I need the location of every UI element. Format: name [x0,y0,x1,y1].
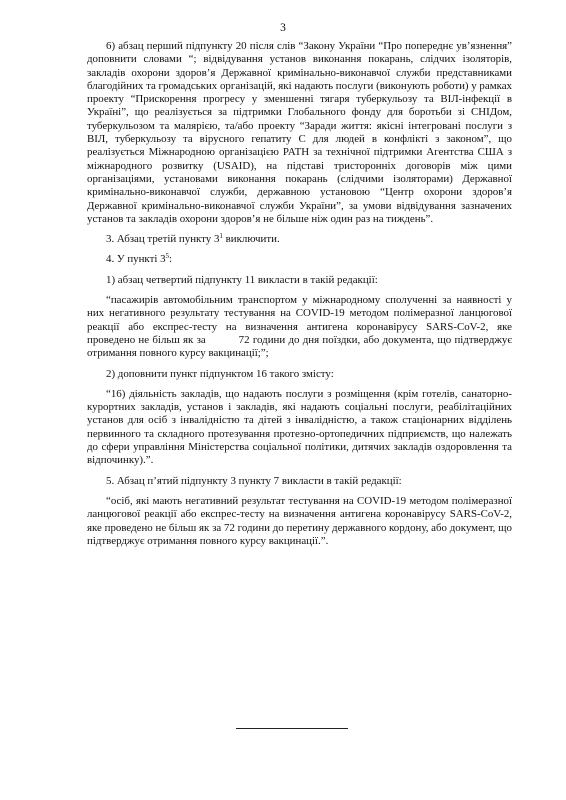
page-number: 3 [280,22,286,34]
closing-rule [236,728,348,729]
paragraph-item-3 [87,233,512,246]
paragraph-item-4 [87,253,512,266]
paragraph-item-3-text: 3. Абзац третій пункту 3 [106,233,220,246]
document-body [87,40,515,548]
superscript: 5 [165,252,170,261]
paragraph-item-5: 5. Абзац п’ятий підпункту 3 пункту 7 викласти в такій редакції: [106,474,402,487]
paragraph-quote-persons: “осіб, які мають негативний результат тестування на COVID-19 методом полімеразної ланцюгової реакції або експрес-тесту на визначення антигена коронавірусу SARS-CoV-2, яке проведено не більш як за 72 години до перетину державного кордону, або документ, що підтверджує отримання повного курсу вакцинації.”. [87,494,512,547]
paragraph-quote-16: “16) діяльність закладів, що надають послуги з розміщення (крім готелів, санаторно-курортних закладів, установ і закладів, які надають соціальні послуги, реабілітаційних установ для осіб з інвалідністю та дітей з інвалідністю, а також стаціонарних відділень первинного та складного протезування протезно-ортопедичних підприємств, що належать до сфери управління Міністерства соціальної політики, дитячих закладів оздоровлення та відпочинку).”. [87,387,512,467]
paragraph-subitem-1: 1) абзац четвертий підпункту 11 викласти в такій редакції: [106,273,378,286]
paragraph-item-4-tail: : [169,253,173,266]
paragraph-subitem-2: 2) доповнити пункт підпунктом 16 такого змісту: [106,367,334,380]
paragraph-item-4-text: 4. У пункті 3 [106,253,166,266]
paragraph-quote-passengers: “пасажирів автомобільним транспортом у міжнародному сполученні за наявності у них негативного результату тестування на COVID-19 методом полімеразної ланцюгової реакції або експрес-тесту на визначення антигена коронавірусу SARS-CoV-2, яке проведено не більш як за 72 години до дня поїздки, або документа, що підтверджує отримання повного курсу вакцинації;”; [87,294,515,360]
superscript: 1 [219,232,223,241]
paragraph-amendment-6: 6) абзац перший підпункту 20 після слів “Закону України “Про попереднє ув’язнення” доповнити словами “; відвідування установ виконання покарань, слідчих ізоляторів, закладів охорони здоров’я Державної кримінально-виконавчої служби представниками благодійних та громадських організацій, які надають послуги (виконують роботи) у рамках проекту “Прискорення прогресу у зменшенні тягаря туберкульозу та ВІЛ-інфекції в Україні”, що реалізується за підтримки Глобального фонду для боротьби зі СНІДом, туберкульозом та малярією, та/або проекту “Заради життя: якісні інтегровані послуги з ВІЛ, туберкульозу та вірусного гепатиту С для людей в конфлікті з законом”, що реалізується Міжнародною організацією PATH за технічної підтримки Агентства США з міжнародного розвитку (USAID), на підставі тристоронніх договорів між цими організаціями, установами виконання покарань (слідчими ізоляторами) Державної кримінально-виконавчої служби, державною установою “Центр охорони здоров’я Державної кримінально-виконавчої служби України”, за умови відвідування зазначених установ та закладів охорони здоров’я не більше ніж один раз на тиждень”. [87,40,512,225]
paragraph-item-3-tail: виключити. [222,233,280,246]
